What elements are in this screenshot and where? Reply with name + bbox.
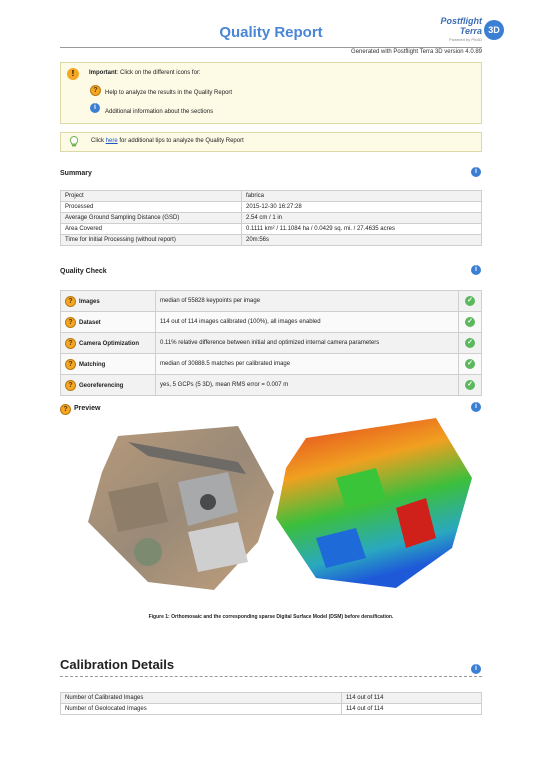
- table-row: [61, 213, 482, 224]
- table-row: [61, 191, 482, 202]
- help-icon[interactable]: ?: [65, 359, 76, 370]
- qc-value: median of 55828 keypoints per image: [156, 291, 459, 312]
- summary-value: 20m:56s: [242, 235, 482, 246]
- info-description: Additional information about the sections: [105, 109, 214, 115]
- table-row: [61, 704, 482, 715]
- logo-badge: 3D: [484, 20, 504, 40]
- tips-suffix: for additional tips to analyze the Quality Report: [117, 138, 244, 144]
- calibration-table: [60, 692, 482, 715]
- qc-label: Georeferencing: [79, 382, 124, 389]
- tips-prefix: Click: [91, 138, 106, 144]
- summary-label: Time for Initial Processing (without report): [61, 235, 242, 246]
- warning-icon: !: [67, 68, 79, 80]
- calibration-label: Number of Calibrated Images: [61, 693, 342, 704]
- summary-value: fabrica: [242, 191, 482, 202]
- help-icon[interactable]: ?: [65, 380, 76, 391]
- important-note: [60, 62, 482, 124]
- logo-line3: Powered by Pix4D: [449, 37, 482, 42]
- summary-table: [60, 190, 482, 246]
- calibration-info-icon[interactable]: i: [471, 664, 481, 674]
- table-row: [61, 354, 482, 375]
- table-row: [61, 202, 482, 213]
- tips-note: [60, 132, 482, 152]
- table-row: [61, 375, 482, 396]
- help-icon[interactable]: ?: [90, 85, 101, 96]
- check-icon: ✓: [465, 317, 475, 327]
- preview-help-icon[interactable]: ?: [60, 404, 71, 415]
- calibration-heading: Calibration Details: [60, 657, 175, 672]
- preview-heading: Preview: [74, 405, 101, 412]
- summary-label: Area Covered: [61, 224, 242, 235]
- qc-value: 0.11% relative difference between initial and optimized internal camera parameters: [156, 333, 459, 354]
- figure-caption: Figure 1: Orthomosaic and the corresponding sparse Digital Surface Model (DSM) before densification.: [148, 614, 394, 620]
- table-row: [61, 693, 482, 704]
- qc-value: yes, 5 GCPs (5 3D), mean RMS error = 0.007 m: [156, 375, 459, 396]
- info-icon[interactable]: i: [90, 103, 100, 113]
- qc-label: Camera Optimization: [79, 340, 140, 347]
- help-icon[interactable]: ?: [65, 338, 76, 349]
- important-line: [89, 70, 201, 76]
- qc-label: Dataset: [79, 319, 101, 326]
- quality-check-table: [60, 290, 482, 396]
- quality-check-heading: Quality Check: [60, 268, 107, 275]
- help-icon[interactable]: ?: [65, 317, 76, 328]
- tips-text: [91, 138, 244, 144]
- summary-heading: Summary: [60, 170, 92, 177]
- help-description: Help to analyze the results in the Quality Report: [105, 90, 233, 96]
- check-icon: ✓: [465, 359, 475, 369]
- summary-value: 2.54 cm / 1 in: [242, 213, 482, 224]
- important-text: : Click on the different icons for:: [116, 70, 201, 76]
- qc-value: 114 out of 114 images calibrated (100%), all images enabled: [156, 312, 459, 333]
- table-row: [61, 333, 482, 354]
- calibration-label: Number of Geolocated Images: [61, 704, 342, 715]
- summary-value: 0.1111 km² / 11.1084 ha / 0.0429 sq. mi. / 27.4635 acres: [242, 224, 482, 235]
- help-icon[interactable]: ?: [65, 296, 76, 307]
- qc-label: Images: [79, 298, 100, 305]
- summary-label: Average Ground Sampling Distance (GSD): [61, 213, 242, 224]
- check-icon: ✓: [465, 338, 475, 348]
- lightbulb-icon: [69, 136, 79, 147]
- table-row: [61, 291, 482, 312]
- report-title: Quality Report: [219, 24, 323, 41]
- check-icon: ✓: [465, 380, 475, 390]
- preview-info-icon[interactable]: i: [471, 402, 481, 412]
- header-divider: [60, 47, 482, 48]
- logo-line2: Terra: [459, 26, 482, 36]
- calibration-divider: [60, 676, 482, 677]
- qc-value: median of 30888.5 matches per calibrated image: [156, 354, 459, 375]
- summary-value: 2015-12-30 16:27:28: [242, 202, 482, 213]
- generated-by: Generated with Postflight Terra 3D version 4.0.89: [351, 49, 482, 55]
- qc-label: Matching: [79, 361, 106, 368]
- summary-label: Processed: [61, 202, 242, 213]
- orthomosaic-image: [88, 422, 274, 590]
- calibration-value: 114 out of 114: [342, 704, 482, 715]
- table-row: [61, 224, 482, 235]
- logo-line1: Postflight: [440, 16, 482, 26]
- check-icon: ✓: [465, 296, 475, 306]
- summary-info-icon[interactable]: i: [471, 167, 481, 177]
- table-row: [61, 235, 482, 246]
- important-label: Important: [89, 70, 117, 76]
- tips-link[interactable]: here: [105, 138, 118, 144]
- table-row: [61, 312, 482, 333]
- summary-label: Project: [61, 191, 242, 202]
- quality-check-info-icon[interactable]: i: [471, 265, 481, 275]
- calibration-value: 114 out of 114: [342, 693, 482, 704]
- dsm-image: [276, 418, 472, 588]
